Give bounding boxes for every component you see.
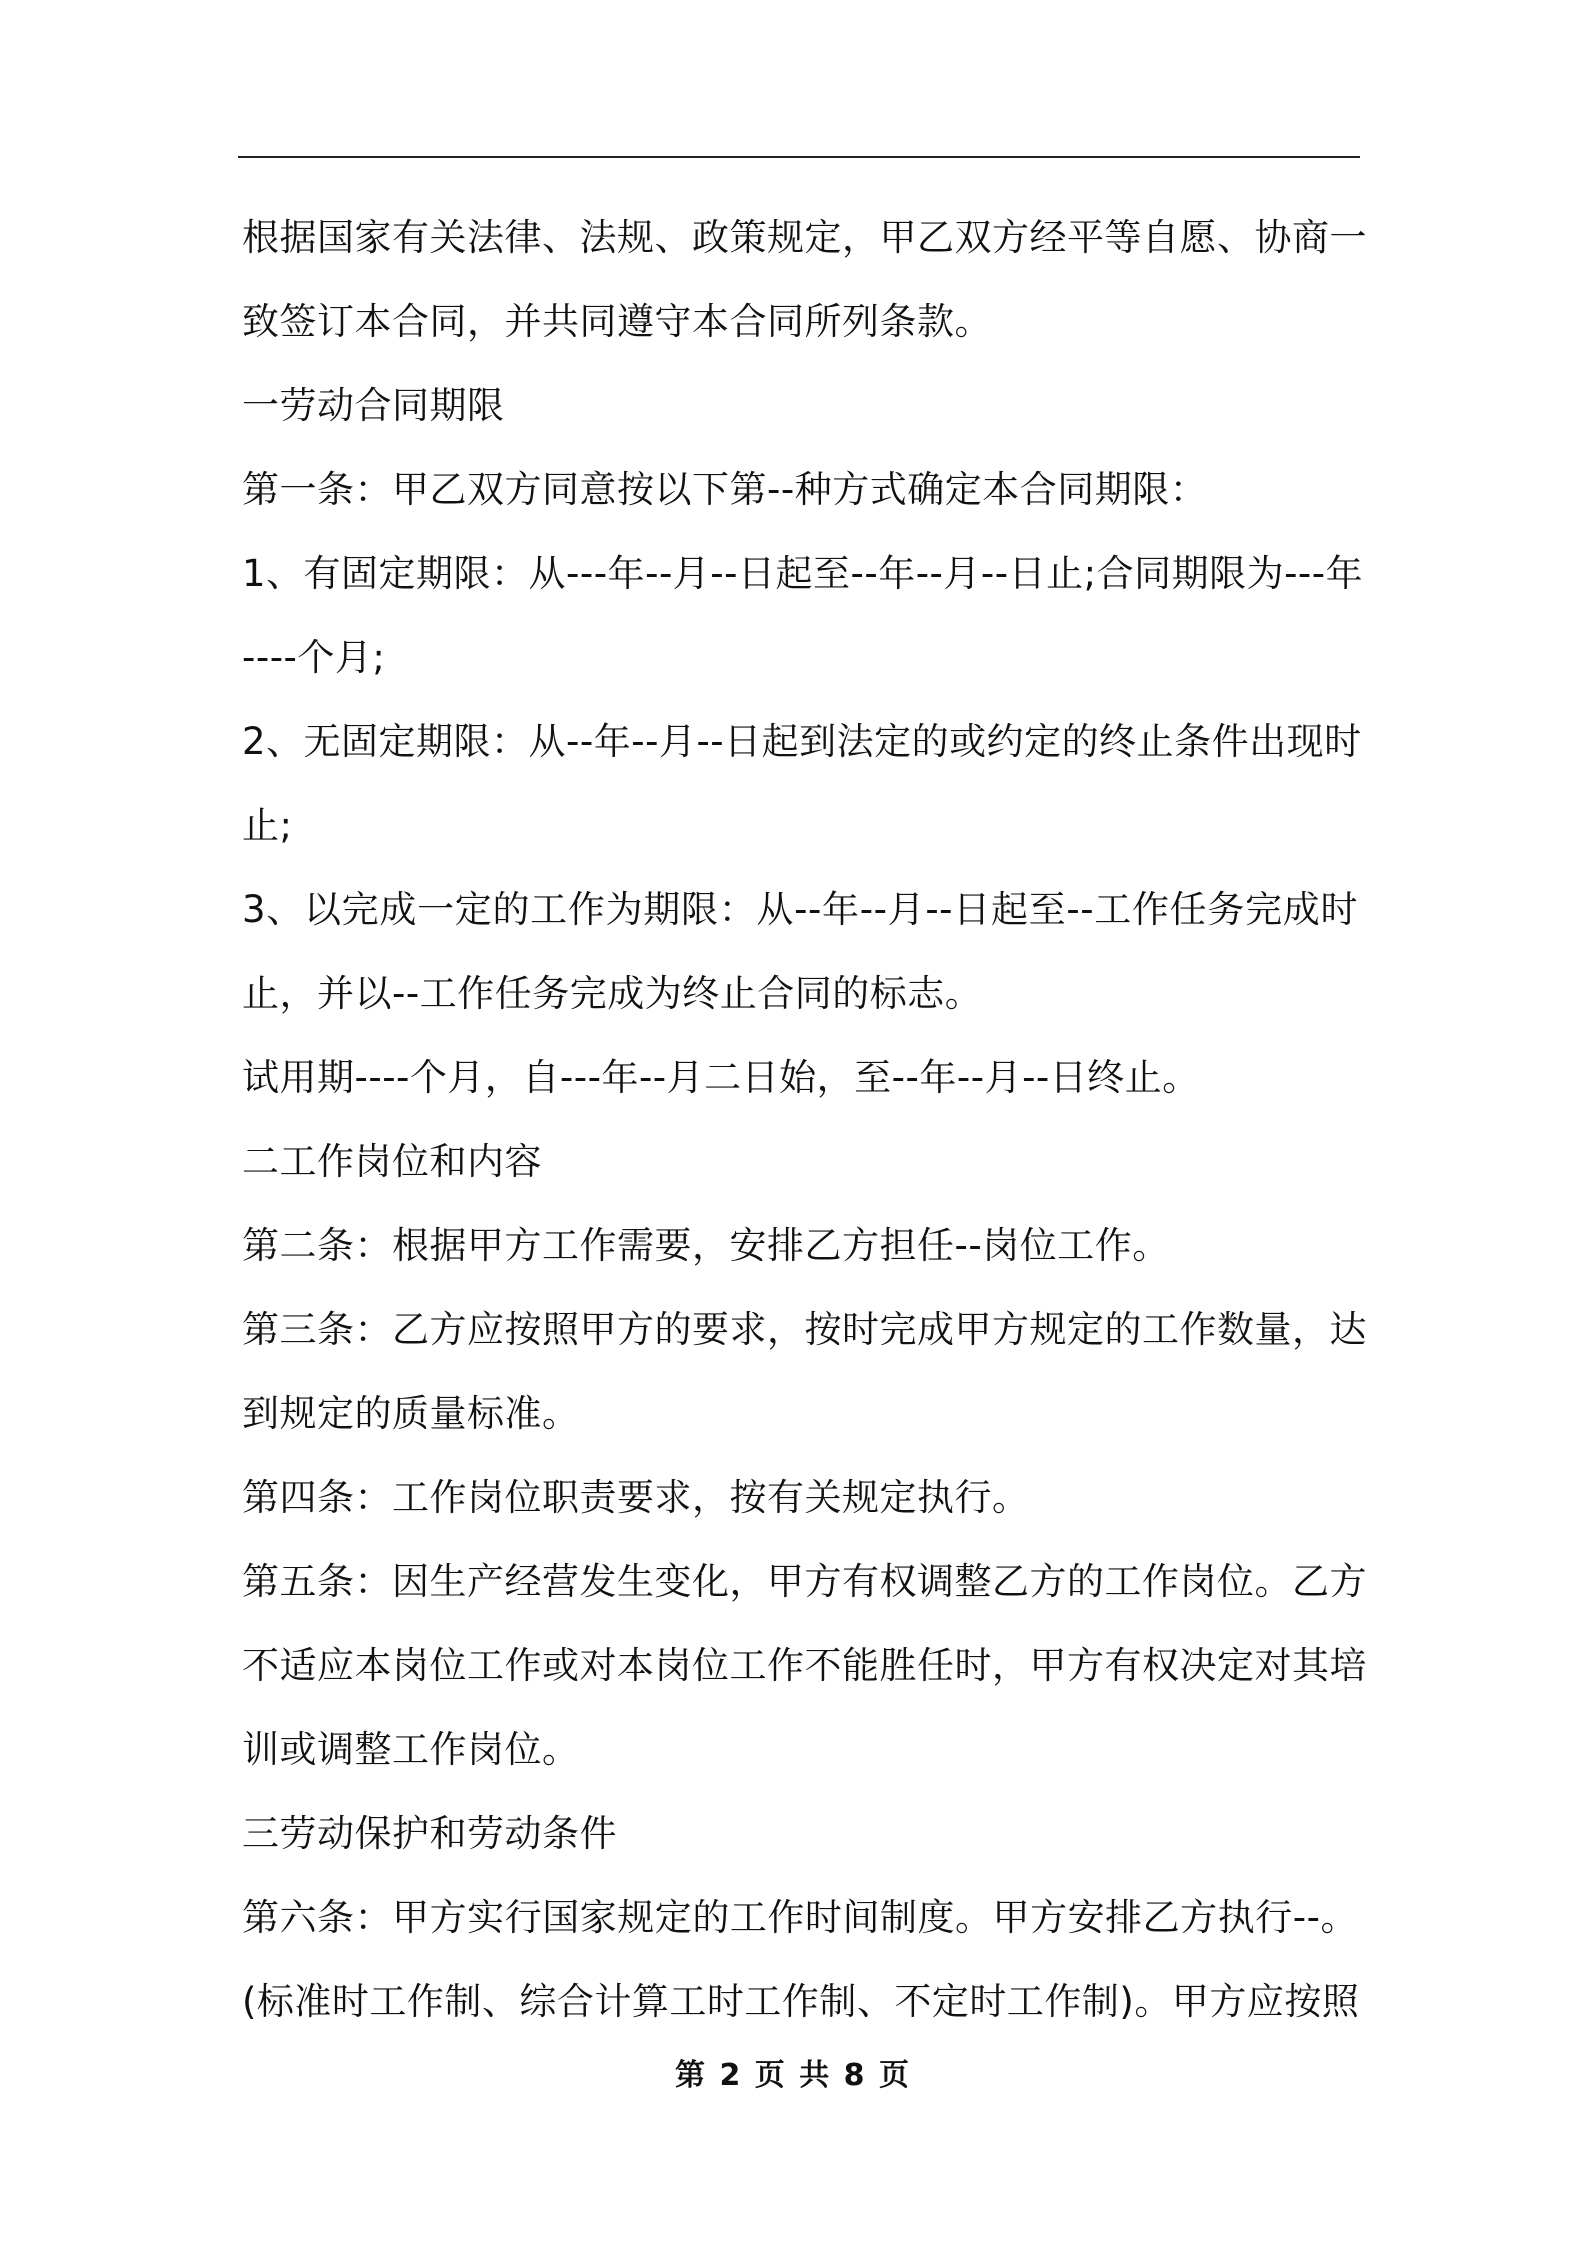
text-line: 第四条：工作岗位职责要求，按有关规定执行。: [242, 1476, 1030, 1519]
page-footer: 第 2 页 共 8 页: [675, 2058, 911, 2093]
text-line: 第二条：根据甲方工作需要，安排乙方担任--岗位工作。: [242, 1224, 1170, 1267]
text-line: 第五条：因生产经营发生变化，甲方有权调整乙方的工作岗位。乙方: [242, 1560, 1367, 1603]
text-line: 一劳动合同期限: [242, 384, 505, 427]
header-rule: [238, 156, 1360, 158]
text-line: 1、有固定期限：从---年--月--日起至--年--月--日止;合同期限为---年: [242, 552, 1364, 595]
text-line: 试用期----个月，自---年--月二日始，至--年--月--日终止。: [242, 1056, 1200, 1099]
text-line: 根据国家有关法律、法规、政策规定，甲乙双方经平等自愿、协商一: [242, 216, 1367, 259]
text-line: (标准时工作制、综合计算工时工作制、不定时工作制)。甲方应按照: [242, 1980, 1360, 2023]
text-line: 2、无固定期限：从--年--月--日起到法定的或约定的终止条件出现时: [242, 720, 1362, 763]
text-line: 致签订本合同，并共同遵守本合同所列条款。: [242, 300, 992, 343]
text-line: ----个月;: [242, 636, 386, 679]
text-line: 到规定的质量标准。: [242, 1392, 580, 1435]
text-line: 止，并以--工作任务完成为终止合同的标志。: [242, 972, 983, 1015]
text-line: 第三条：乙方应按照甲方的要求，按时完成甲方规定的工作数量，达: [242, 1308, 1367, 1351]
text-line: 第一条：甲乙双方同意按以下第--种方式确定本合同期限：: [242, 468, 1208, 511]
text-line: 三劳动保护和劳动条件: [242, 1812, 617, 1855]
text-line: 3、以完成一定的工作为期限：从--年--月--日起至--工作任务完成时: [242, 888, 1358, 931]
text-line: 不适应本岗位工作或对本岗位工作不能胜任时，甲方有权决定对其培: [242, 1644, 1367, 1687]
contract-body-text: [242, 196, 1367, 2044]
text-line: 第六条：甲方实行国家规定的工作时间制度。甲方安排乙方执行--。: [242, 1896, 1358, 1939]
text-line: 止;: [242, 804, 293, 847]
text-line: 训或调整工作岗位。: [242, 1728, 580, 1771]
text-line: 二工作岗位和内容: [242, 1140, 542, 1183]
